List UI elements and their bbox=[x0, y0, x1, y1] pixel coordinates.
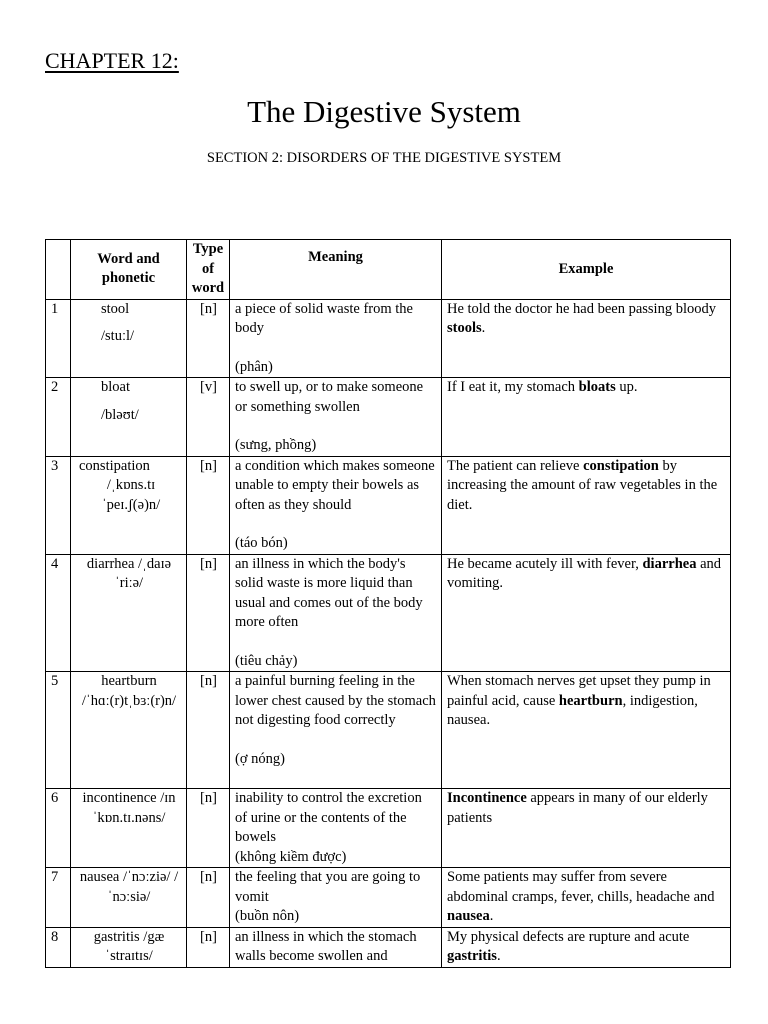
phonetic: nausea bbox=[79, 869, 120, 885]
example-keyword: diarrhea bbox=[642, 555, 697, 572]
meaning-cell bbox=[230, 789, 442, 868]
example-keyword: Incontinence bbox=[447, 790, 527, 806]
meaning-cell bbox=[230, 456, 442, 554]
meaning-cell bbox=[230, 868, 442, 928]
example-text: He told the doctor he had been passing bloody bbox=[447, 300, 716, 317]
meaning-cell bbox=[230, 299, 442, 378]
word: heartburn bbox=[101, 673, 157, 689]
table-row bbox=[46, 672, 731, 789]
phonetic: /ˌkɒns.tɪˈpeɪ.ʃ(ə)n/ bbox=[101, 477, 161, 513]
word-cell bbox=[71, 672, 187, 789]
meaning-cell bbox=[230, 672, 442, 789]
vietnamese-translation: (sưng, phồng) bbox=[235, 437, 317, 453]
example-cell bbox=[442, 299, 731, 378]
meaning: to swell up, or to make someone or something swollen bbox=[235, 379, 424, 415]
example-cell bbox=[442, 456, 731, 554]
meaning: an illness in which the stomach walls become swollen and bbox=[235, 928, 417, 964]
meaning: a painful burning feeling in the lower chest caused by the stomach not digesting food correctly bbox=[235, 673, 436, 728]
meaning: the feeling that you are going to vomit bbox=[235, 869, 421, 905]
example-text: The patient can relieve bbox=[447, 457, 584, 474]
example-keyword: constipation bbox=[583, 457, 659, 474]
table-row bbox=[46, 789, 731, 868]
vietnamese-translation: (buồn nôn) bbox=[235, 908, 300, 924]
row-number: 1 bbox=[46, 299, 71, 378]
word-cell bbox=[71, 456, 187, 554]
example-text: Some patients may suffer from severe abdominal cramps, fever, chills, headache and bbox=[447, 869, 715, 905]
row-number: 4 bbox=[46, 554, 71, 672]
example-keyword: bloats bbox=[578, 379, 616, 395]
example-text: My physical defects are rupture and acute bbox=[447, 928, 690, 945]
example-text-end: and vomiting. bbox=[447, 555, 722, 591]
header-number bbox=[46, 240, 71, 300]
word-cell bbox=[71, 554, 187, 672]
meaning-cell bbox=[230, 378, 442, 457]
header-type-line1: Type bbox=[192, 241, 224, 257]
table-row bbox=[46, 554, 731, 672]
example-cell bbox=[442, 378, 731, 457]
word-type: [n] bbox=[187, 299, 230, 378]
word: bloat bbox=[101, 379, 130, 395]
example-keyword: heartburn bbox=[558, 692, 623, 709]
word-type: [n] bbox=[187, 789, 230, 868]
example-text-end: up. bbox=[615, 379, 638, 395]
phonetic: /ˌdaɪəˈriːə/ bbox=[114, 555, 172, 591]
vietnamese-translation: (táo bón) bbox=[235, 535, 288, 551]
word-type: [n] bbox=[187, 927, 230, 967]
word-cell bbox=[71, 378, 187, 457]
vietnamese-translation: (ợ nóng) bbox=[235, 750, 285, 767]
word: constipation bbox=[79, 457, 150, 474]
phonetic: /stuːl/ bbox=[101, 328, 135, 344]
word-type: [n] bbox=[187, 672, 230, 789]
header-type-line2: of bbox=[201, 260, 215, 277]
meaning: a piece of solid waste from the body bbox=[235, 300, 413, 336]
word-type: [n] bbox=[187, 554, 230, 672]
example-text: He became acutely ill with fever, bbox=[447, 555, 643, 572]
row-number: 8 bbox=[46, 927, 71, 967]
word-cell bbox=[71, 868, 187, 928]
vietnamese-translation: (không kiềm được) bbox=[235, 848, 347, 865]
example-keyword: gastritis bbox=[447, 948, 497, 964]
word-type: [v] bbox=[187, 378, 230, 457]
row-number: 2 bbox=[46, 378, 71, 457]
example-text-end: . bbox=[481, 320, 486, 336]
meaning: a condition which makes someone unable to empty their bowels as often as they should bbox=[235, 457, 435, 513]
table-header-row bbox=[46, 240, 731, 300]
example-text: If I eat it, my stomach bbox=[447, 379, 579, 395]
table-row bbox=[46, 456, 731, 554]
meaning-cell bbox=[230, 554, 442, 672]
example-text-end: . bbox=[489, 908, 494, 924]
example-cell bbox=[442, 868, 731, 928]
header-type-line3: word bbox=[191, 280, 225, 296]
row-number: 6 bbox=[46, 789, 71, 868]
table-row bbox=[46, 378, 731, 457]
example-text-end: by increasing the amount of raw vegetables in the diet. bbox=[447, 457, 718, 513]
meaning: inability to control the excretion of urine or the contents of the bowels bbox=[235, 790, 422, 845]
example-text-end: , indigestion, nausea. bbox=[447, 692, 698, 728]
phonetic: /ˈhɑː(r)tˌbɜː(r)n/ bbox=[81, 692, 177, 709]
phonetic: /gæˈstraɪtɪs/ bbox=[105, 928, 165, 964]
chapter-heading: CHAPTER 12: bbox=[45, 48, 179, 73]
word: incontinence bbox=[82, 790, 157, 806]
example-text-end: appears in many of our elderly patients bbox=[447, 790, 708, 826]
word: stool bbox=[101, 300, 130, 317]
word-type: [n] bbox=[187, 868, 230, 928]
example-text-end: . bbox=[496, 948, 501, 964]
phonetic: /ɪnˈkɒn.tɪ.nəns/ bbox=[92, 790, 176, 826]
row-number: 3 bbox=[46, 456, 71, 554]
example-cell bbox=[442, 789, 731, 868]
header-word: Word and phonetic bbox=[71, 240, 187, 300]
word: diarrhea bbox=[86, 555, 135, 572]
word-cell bbox=[71, 299, 187, 378]
row-number: 5 bbox=[46, 672, 71, 789]
phonetic: /bləʊt/ bbox=[101, 406, 139, 423]
example-keyword: stools bbox=[447, 320, 482, 336]
page-title: The Digestive System bbox=[247, 94, 521, 129]
phonetic: /ˈnɔːziə/ /ˈnɔːsiə/ bbox=[107, 869, 179, 905]
vietnamese-translation: (phân) bbox=[235, 358, 273, 375]
row-number: 7 bbox=[46, 868, 71, 928]
example-text: When stomach nerves get upset they pump in painful acid, cause bbox=[447, 673, 711, 709]
table-row bbox=[46, 299, 731, 378]
table-row bbox=[46, 868, 731, 928]
meaning-cell bbox=[230, 927, 442, 967]
header-example: Example bbox=[442, 240, 731, 300]
word-cell bbox=[71, 927, 187, 967]
example-keyword: nausea bbox=[447, 908, 490, 924]
word-type: [n] bbox=[187, 456, 230, 554]
header-meaning: Meaning bbox=[230, 240, 442, 300]
word-cell bbox=[71, 789, 187, 868]
example-cell bbox=[442, 672, 731, 789]
vocabulary-table bbox=[45, 239, 731, 968]
header-type bbox=[187, 240, 230, 300]
example-cell bbox=[442, 927, 731, 967]
section-heading: SECTION 2: DISORDERS OF THE DIGESTIVE SYSTEM bbox=[206, 150, 562, 166]
table-row bbox=[46, 927, 731, 967]
vietnamese-translation: (tiêu chảy) bbox=[235, 652, 298, 669]
meaning: an illness in which the body's solid waste is more liquid than usual and comes out of the body more often bbox=[235, 555, 423, 630]
example-cell bbox=[442, 554, 731, 672]
word: gastritis bbox=[93, 928, 140, 945]
